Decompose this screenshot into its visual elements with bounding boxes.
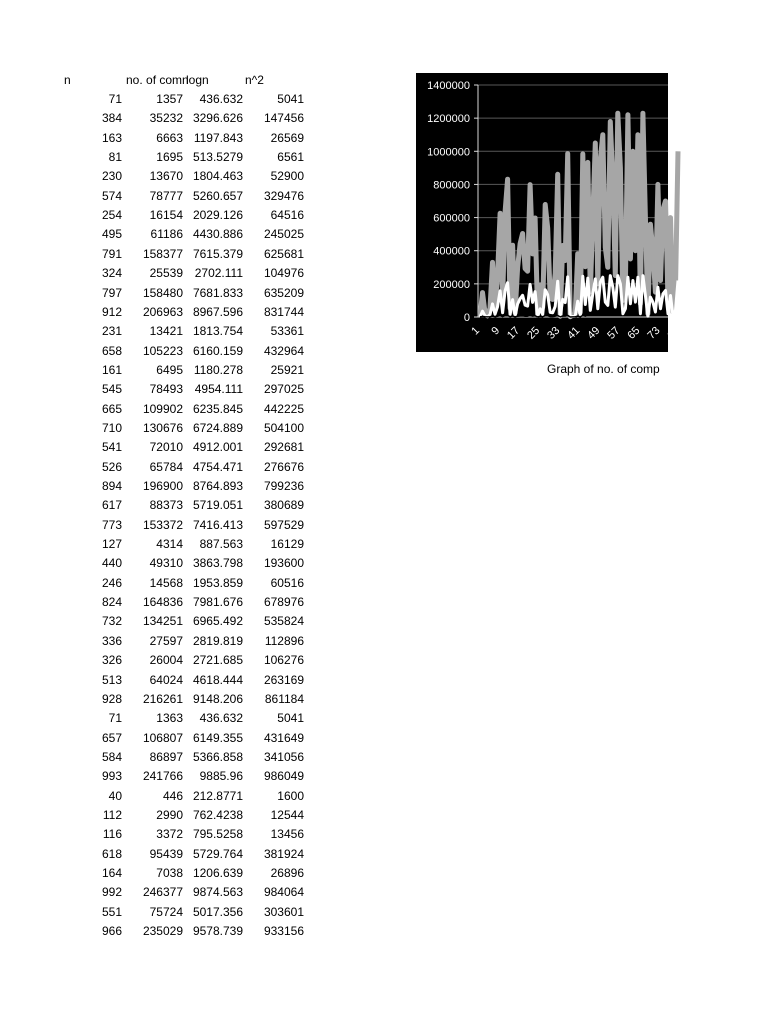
table-cell[interactable]: 5260.657 xyxy=(192,188,243,203)
table-cell[interactable]: 824 xyxy=(101,595,122,610)
table-cell[interactable]: 513.5279 xyxy=(192,150,243,165)
table-cell[interactable]: 545 xyxy=(101,382,122,397)
table-cell[interactable]: 297025 xyxy=(263,382,304,397)
table-cell[interactable]: 216261 xyxy=(142,691,183,706)
table-row xyxy=(0,458,320,477)
table-cell[interactable]: 6965.492 xyxy=(192,614,243,629)
table-row xyxy=(0,709,320,728)
table-cell[interactable]: 6724.889 xyxy=(192,420,243,435)
chart-svg xyxy=(416,73,683,352)
table-row xyxy=(0,516,320,535)
table-cell[interactable]: 9148.206 xyxy=(192,691,243,706)
table-cell[interactable]: 75724 xyxy=(149,904,183,919)
table-cell[interactable]: 6149.355 xyxy=(192,730,243,745)
header-n-squared[interactable]: n^2 xyxy=(245,73,264,87)
table-cell[interactable]: 657 xyxy=(101,730,122,745)
table-row xyxy=(0,825,320,844)
table-cell[interactable]: 163 xyxy=(101,130,122,145)
table-cell[interactable]: 504100 xyxy=(263,420,304,435)
table-cell[interactable]: 106276 xyxy=(263,653,304,668)
table-row xyxy=(0,264,320,283)
table-cell[interactable]: 26004 xyxy=(149,653,183,668)
table-cell[interactable]: 1180.278 xyxy=(193,362,243,377)
table-row xyxy=(0,845,320,864)
table-cell[interactable]: 95439 xyxy=(149,846,183,861)
table-cell[interactable]: 3863.798 xyxy=(192,556,243,571)
table-cell[interactable]: 161 xyxy=(101,362,122,377)
table-row xyxy=(0,922,320,941)
table-cell[interactable]: 3372 xyxy=(156,827,183,842)
table-cell[interactable]: 933156 xyxy=(263,924,304,939)
table-row xyxy=(0,206,320,225)
table-cell[interactable]: 861184 xyxy=(264,691,304,706)
table-cell[interactable]: 4754.471 xyxy=(192,459,243,474)
table-cell[interactable]: 303601 xyxy=(263,904,304,919)
table-cell[interactable]: 1357 xyxy=(156,92,183,106)
table-cell[interactable]: 1695 xyxy=(156,150,183,165)
table-cell[interactable]: 432964 xyxy=(263,343,304,358)
table-cell[interactable]: 106807 xyxy=(142,730,183,745)
table-cell[interactable]: 276676 xyxy=(263,459,304,474)
table-cell[interactable]: 78777 xyxy=(149,188,183,203)
table-row xyxy=(0,806,320,825)
table-cell[interactable]: 88373 xyxy=(149,498,183,513)
table-cell[interactable]: 326 xyxy=(101,653,122,668)
table-row xyxy=(0,109,320,128)
y-tick-label: 1200000 xyxy=(427,113,470,126)
table-cell[interactable]: 732 xyxy=(101,614,122,629)
y-tick-label: 800000 xyxy=(433,179,470,192)
table-cell[interactable]: 6561 xyxy=(277,150,304,165)
table-cell[interactable]: 13421 xyxy=(149,324,183,339)
table-cell[interactable]: 7981.676 xyxy=(192,595,243,610)
table-cell[interactable]: 665 xyxy=(101,401,122,416)
table-cell[interactable]: 112896 xyxy=(264,633,304,648)
table-cell[interactable]: 130676 xyxy=(142,420,183,435)
table-cell[interactable]: 384 xyxy=(101,111,122,126)
table-cell[interactable]: 16129 xyxy=(270,537,304,552)
header-n[interactable]: n xyxy=(64,73,71,87)
chart[interactable] xyxy=(416,73,683,352)
table-row xyxy=(0,535,320,554)
table-cell[interactable]: 928 xyxy=(101,691,122,706)
table-cell[interactable]: 4430.886 xyxy=(192,227,243,242)
table-cell[interactable]: 1813.754 xyxy=(192,324,243,339)
table-cell[interactable]: 52900 xyxy=(270,169,304,184)
table-cell[interactable]: 158480 xyxy=(142,285,183,300)
table-cell[interactable]: 7615.379 xyxy=(192,246,243,261)
table-cell[interactable]: 26569 xyxy=(270,130,304,145)
table-cell[interactable]: 551 xyxy=(101,904,122,919)
y-tick-label: 1400000 xyxy=(427,80,470,92)
y-tick-label: 600000 xyxy=(433,212,470,225)
table-cell[interactable]: 541 xyxy=(101,440,122,455)
table-cell[interactable]: 618 xyxy=(101,846,122,861)
table-cell[interactable]: 5719.051 xyxy=(192,498,243,513)
table-cell[interactable]: 127 xyxy=(101,537,122,552)
table-row xyxy=(0,419,320,438)
table-cell[interactable]: 993 xyxy=(101,769,122,784)
table-cell[interactable]: 791 xyxy=(101,246,122,261)
table-cell[interactable]: 71 xyxy=(108,711,122,726)
table-row xyxy=(0,167,320,186)
table-cell[interactable]: 71 xyxy=(108,92,122,106)
table-cell[interactable]: 625681 xyxy=(263,246,304,261)
header-logn[interactable]: logn xyxy=(186,73,209,87)
table-cell[interactable]: 292681 xyxy=(263,440,304,455)
table-cell[interactable]: 72010 xyxy=(149,440,183,455)
table-row xyxy=(0,632,320,651)
y-tick-label: 1000000 xyxy=(427,146,470,159)
table-cell[interactable]: 4912.001 xyxy=(192,440,243,455)
table-row xyxy=(0,651,320,670)
table-cell[interactable]: 513 xyxy=(101,672,122,687)
table-row xyxy=(0,361,320,380)
table-cell[interactable]: 212.8771 xyxy=(192,788,243,803)
table-cell[interactable]: 380689 xyxy=(263,498,304,513)
table-cell[interactable]: 797 xyxy=(101,285,122,300)
table-cell[interactable]: 245025 xyxy=(263,227,304,242)
table-row xyxy=(0,883,320,902)
table-cell[interactable]: 446 xyxy=(162,788,183,803)
x-tick-label: 49 xyxy=(585,324,603,342)
table-row xyxy=(0,767,320,786)
table-cell[interactable]: 799236 xyxy=(263,479,304,493)
table-row xyxy=(0,380,320,399)
table-cell[interactable]: 61186 xyxy=(150,227,183,242)
table-row xyxy=(0,303,320,322)
table-cell[interactable]: 6495 xyxy=(156,362,183,377)
table-cell[interactable]: 40 xyxy=(108,788,122,803)
table-cell[interactable]: 64516 xyxy=(270,208,304,223)
y-tick-label: 200000 xyxy=(433,278,470,291)
table-cell[interactable]: 431649 xyxy=(263,730,304,745)
table-cell[interactable]: 773 xyxy=(101,517,122,532)
table-cell[interactable]: 5366.858 xyxy=(192,749,243,764)
table-cell[interactable]: 495 xyxy=(101,227,122,242)
table-cell[interactable]: 912 xyxy=(101,304,122,319)
table-row xyxy=(0,400,320,419)
table-cell[interactable]: 795.5258 xyxy=(192,827,243,842)
table-cell[interactable]: 246 xyxy=(101,575,122,590)
table-cell[interactable]: 254 xyxy=(101,208,122,223)
table-cell[interactable]: 831744 xyxy=(263,304,304,319)
table-row xyxy=(0,438,320,457)
table-cell[interactable]: 597529 xyxy=(263,517,304,532)
table-cell[interactable]: 658 xyxy=(101,343,122,358)
table-row xyxy=(0,554,320,573)
table-cell[interactable]: 35232 xyxy=(149,111,183,126)
table-cell[interactable]: 230 xyxy=(101,169,122,184)
table-cell[interactable]: 193600 xyxy=(263,556,304,571)
table-row xyxy=(0,496,320,515)
table-cell[interactable]: 235029 xyxy=(142,924,183,939)
table-row xyxy=(0,903,320,922)
table-cell[interactable]: 584 xyxy=(101,749,122,764)
table-row xyxy=(0,245,320,264)
table-row xyxy=(0,187,320,206)
table-cell[interactable]: 436.632 xyxy=(199,711,243,726)
table-cell[interactable]: 635209 xyxy=(263,285,304,300)
table-cell[interactable]: 381924 xyxy=(263,846,304,861)
table-cell[interactable]: 574 xyxy=(101,188,122,203)
table-cell[interactable]: 336 xyxy=(101,633,122,648)
table-cell[interactable]: 8764.893 xyxy=(192,479,243,493)
table-cell[interactable]: 25539 xyxy=(149,266,183,281)
table-cell[interactable]: 7681.833 xyxy=(192,285,243,300)
table-cell[interactable]: 2990 xyxy=(156,807,183,822)
table-cell[interactable]: 966 xyxy=(101,924,122,939)
table-cell[interactable]: 78493 xyxy=(149,382,183,397)
x-tick-label: 33 xyxy=(545,324,563,342)
table-cell[interactable]: 6663 xyxy=(156,130,183,145)
table-cell[interactable]: 112 xyxy=(102,807,122,822)
table-cell[interactable]: 1363 xyxy=(156,711,183,726)
table-cell[interactable]: 25921 xyxy=(270,362,304,377)
table-cell[interactable]: 710 xyxy=(101,420,122,435)
x-tick-label: 17 xyxy=(505,324,523,342)
y-tick-label: 400000 xyxy=(433,245,470,258)
table-cell[interactable]: 986049 xyxy=(263,769,304,784)
table-cell[interactable]: 2029.126 xyxy=(192,208,243,223)
table-cell[interactable]: 887.563 xyxy=(199,537,243,552)
table-cell[interactable]: 246377 xyxy=(142,885,183,900)
table-cell[interactable]: 984064 xyxy=(263,885,304,900)
table-cell[interactable]: 8967.596 xyxy=(192,304,243,319)
table-cell[interactable]: 6160.159 xyxy=(192,343,243,358)
table-cell[interactable]: 894 xyxy=(101,479,122,493)
table-row xyxy=(0,90,320,109)
table-cell[interactable]: 241766 xyxy=(142,769,183,784)
table-cell[interactable]: 442225 xyxy=(263,401,304,416)
x-tick-label: 57 xyxy=(605,324,623,342)
table-row xyxy=(0,787,320,806)
table-cell[interactable]: 5041 xyxy=(277,92,304,106)
table-cell[interactable]: 9874.563 xyxy=(192,885,243,900)
table-row xyxy=(0,690,320,709)
table-row xyxy=(0,671,320,690)
table-cell[interactable]: 5729.764 xyxy=(192,846,243,861)
table-cell[interactable]: 13670 xyxy=(149,169,183,184)
table-row xyxy=(0,148,320,167)
table-cell[interactable]: 109902 xyxy=(142,401,183,416)
table-cell[interactable]: 9885.96 xyxy=(199,769,243,784)
table-cell[interactable]: 60516 xyxy=(270,575,304,590)
x-tick-label: 81 xyxy=(665,324,683,342)
table-cell[interactable]: 1600 xyxy=(277,788,304,803)
table-cell[interactable]: 164 xyxy=(101,866,122,880)
table-cell[interactable]: 992 xyxy=(101,885,122,900)
table-row xyxy=(0,574,320,593)
table-cell[interactable]: 1197.843 xyxy=(193,130,243,145)
table-cell[interactable]: 81 xyxy=(108,150,122,165)
table-cell[interactable]: 5017.356 xyxy=(192,904,243,919)
table-cell[interactable]: 14568 xyxy=(149,575,183,590)
table-cell[interactable]: 1953.859 xyxy=(192,575,243,590)
table-cell[interactable]: 617 xyxy=(101,498,122,513)
x-tick-label: 65 xyxy=(625,324,643,342)
x-tick-label: 41 xyxy=(565,324,583,342)
header-comparisons[interactable]: no. of comn xyxy=(126,73,189,87)
table-cell[interactable]: 678976 xyxy=(263,595,304,610)
table-cell[interactable]: 1206.639 xyxy=(192,866,243,880)
table-cell[interactable]: 53361 xyxy=(270,324,304,339)
table-row xyxy=(0,477,320,496)
table-cell[interactable]: 196900 xyxy=(142,479,183,493)
table-cell[interactable]: 263169 xyxy=(263,672,304,687)
table-cell[interactable]: 147456 xyxy=(263,111,304,126)
table-cell[interactable]: 2721.685 xyxy=(192,653,243,668)
table-cell[interactable]: 7416.413 xyxy=(192,517,243,532)
x-tick-label: 73 xyxy=(645,324,663,342)
table-cell[interactable]: 4618.444 xyxy=(192,672,243,687)
table-cell[interactable]: 231 xyxy=(101,324,122,339)
table-cell[interactable]: 104976 xyxy=(263,266,304,281)
table-cell[interactable]: 49310 xyxy=(149,556,183,571)
chart-caption: Graph of no. of comp xyxy=(547,362,660,376)
series-line-0 xyxy=(480,113,678,317)
table-cell[interactable]: 64024 xyxy=(149,672,183,687)
table-row xyxy=(0,612,320,631)
table-cell[interactable]: 526 xyxy=(101,459,122,474)
x-tick-label: 25 xyxy=(525,324,543,342)
table-cell[interactable]: 27597 xyxy=(149,633,183,648)
table-cell[interactable]: 65784 xyxy=(149,459,183,474)
table-row xyxy=(0,864,320,883)
table-cell[interactable]: 116 xyxy=(102,827,122,842)
table-cell[interactable]: 7038 xyxy=(156,866,183,880)
table-row xyxy=(0,225,320,244)
table-cell[interactable]: 13456 xyxy=(270,827,304,842)
table-cell[interactable]: 153372 xyxy=(142,517,183,532)
table-cell[interactable]: 16154 xyxy=(149,208,183,223)
x-tick-label: 9 xyxy=(489,324,503,338)
table-cell[interactable]: 324 xyxy=(101,266,122,281)
table-cell[interactable]: 9578.739 xyxy=(192,924,243,939)
table-row xyxy=(0,284,320,303)
table-cell[interactable]: 535824 xyxy=(263,614,304,629)
table-cell[interactable]: 2819.819 xyxy=(192,633,243,648)
y-tick-label: 0 xyxy=(463,312,470,324)
table-cell[interactable]: 5041 xyxy=(277,711,304,726)
table-cell[interactable]: 158377 xyxy=(142,246,183,261)
table-cell[interactable]: 3296.626 xyxy=(192,111,243,126)
table-row xyxy=(0,593,320,612)
x-tick-label: 1 xyxy=(469,324,483,338)
table-cell[interactable]: 440 xyxy=(101,556,122,571)
table-cell[interactable]: 12544 xyxy=(270,807,304,822)
table-cell[interactable]: 2702.111 xyxy=(194,266,243,281)
table-row xyxy=(0,342,320,361)
table-cell[interactable]: 86897 xyxy=(149,749,183,764)
table-cell[interactable]: 134251 xyxy=(142,614,183,629)
table-cell[interactable]: 164836 xyxy=(142,595,183,610)
table-cell[interactable]: 26896 xyxy=(270,866,304,880)
table-cell[interactable]: 206963 xyxy=(142,304,183,319)
table-cell[interactable]: 6235.845 xyxy=(192,401,243,416)
table-cell[interactable]: 329476 xyxy=(263,188,304,203)
table-row xyxy=(0,748,320,767)
table-row xyxy=(0,729,320,748)
table-cell[interactable]: 4954.111 xyxy=(194,382,243,397)
table-cell[interactable]: 341056 xyxy=(263,749,304,764)
table-cell[interactable]: 105223 xyxy=(142,343,183,358)
table-cell[interactable]: 1804.463 xyxy=(192,169,243,184)
table-cell[interactable]: 762.4238 xyxy=(192,807,243,822)
table-row xyxy=(0,322,320,341)
table-cell[interactable]: 436.632 xyxy=(199,92,243,106)
table-cell[interactable]: 4314 xyxy=(156,537,183,552)
table-row xyxy=(0,129,320,148)
